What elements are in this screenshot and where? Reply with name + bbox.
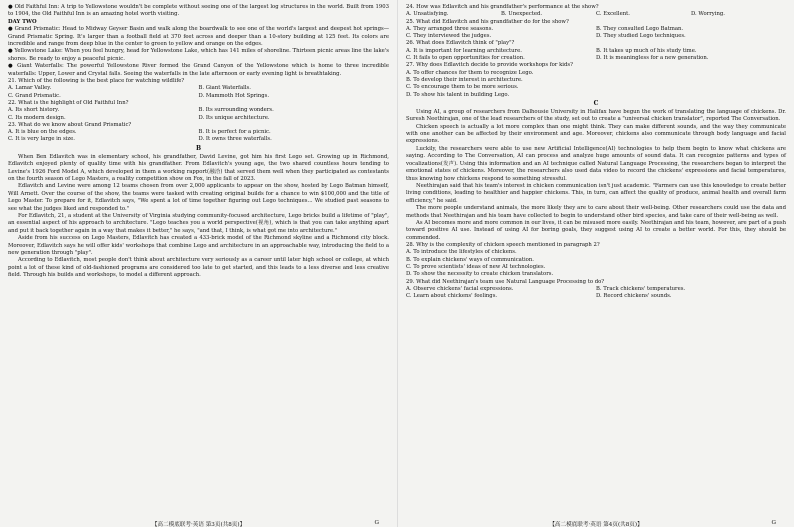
option: C. Excellent. — [596, 11, 630, 18]
passage-c-paragraph: Chicken speech is actually a lot more complex than one might think. They can make different sounds, and the way they communicate with one another can be affected by their environment and age. Moreover, chickens also communicate through body language and facial expressions. — [406, 123, 786, 145]
question-24-options — [406, 11, 786, 18]
question-23-options — [8, 129, 389, 144]
giant-waterfalls-paragraph: ● Giant Waterfalls: The powerful Yellowstone River formed the Grand Canyon of the Yellowstone which is home to three incredible waterfalls: Upper, Lower and Crystal falls. Seeing the waterfalls in the late afternoon or early evening light is breathtaking. — [8, 63, 389, 77]
option: C. It is very large in size. — [8, 136, 75, 143]
option: A. It is important for learning architecture. — [406, 47, 522, 54]
question-27-options — [406, 70, 786, 99]
option: C. It fails to open opportunities for creation. — [406, 55, 525, 62]
yellowstone-lake-paragraph: ● Yellowstone Lake: When you feel hungry, head for Yellowstone Lake, which has 141 miles of shoreline. Thirteen picnic areas line the lake's shores. Be ready to enjoy a peaceful picnic. — [8, 48, 389, 62]
question-25-options — [406, 26, 786, 41]
question-28: 28. Why is the complexity of chicken speech mentioned in paragraph 2? — [406, 242, 600, 249]
option: C. To prove scientists' ideas of new AI technologies. — [406, 264, 546, 271]
option: A. To introduce the lifestyles of chickens. — [406, 249, 517, 256]
option: C. To encourage them to be more serious. — [406, 84, 519, 91]
question-26-options — [406, 48, 786, 63]
option: B. They consulted Lego Batman. — [596, 25, 684, 32]
question-23: 23. What do we know about Grand Prismatic? — [8, 121, 132, 128]
option: C. Grand Prismatic. — [8, 92, 61, 99]
passage-b-paragraph: Edlavitch and Levine were among 12 teams chosen from over 2,000 applicants to appear on the show, hosted by Lego Batman himself, Will Arnett. Over the course of the show, the teams were tasked with creating original builds for a chance to win $100,000 and the title of Lego Master. To prepare for it, Edlavitch says, "We spent a lot of time together figuring out Lego techniques... We studied past seasons to see what the judges liked and responded to." — [8, 183, 389, 212]
question-22-options — [8, 107, 389, 122]
option: D. They studied Lego techniques. — [596, 33, 686, 40]
option: A. To offer chances for them to recognize Lego. — [406, 69, 534, 76]
passage-c-paragraph: Using AI, a group of researchers from Dalhousie University in Halifax have begun the work of translating the language of chickens. Dr. Suresh Neethirajan, one of the lead researchers of the study, set out to create a "universal chicken translator", reported The Conversation. — [406, 108, 786, 123]
question-27: 27. Why does Edlavitch decide to provide workshops for kids? — [406, 62, 573, 69]
question-26: 26. What does Edlavitch think of "play"? — [406, 40, 515, 47]
option: C. Its modern design. — [8, 114, 66, 121]
question-29-options — [406, 286, 786, 301]
question-24: 24. How was Edlavitch and his grandfather's performance at the show? — [406, 4, 599, 10]
option: A. It is blue on the edges. — [8, 129, 77, 136]
option: C. They interviewed the judges. — [406, 33, 492, 40]
option: B. Track chickens' temperatures. — [596, 285, 686, 292]
day-two-heading: DAY TWO — [8, 18, 37, 25]
footer-label: 【高二模底联考·英语 第3页(共8页)】 — [151, 522, 246, 527]
grand-prismatic-paragraph: ● Grand Prismatic: Head to Midway Geyser Basin and walk along the boardwalk to see one of the world's largest and deepest hot springs—Grand Prismatic Spring. It's larger than a football field at 370 feet across and deeper than a 10-story building at 125 feet. Its colors are incredible and range from deep blue in the center to green to yellow and orange on the edges. — [8, 26, 389, 48]
option: D. To show his talent in building Lego. — [406, 91, 510, 98]
passage-c-paragraph: As AI becomes more and more common in our lives, it can be misused more easily. Neethirajan and his team, however, are part of a push toward positive AI use. Instead of using AI for boring goals, they suggest using AI to create a better world. For this, they should be commended. — [406, 219, 786, 241]
option: B. Its surrounding wonders. — [198, 107, 274, 114]
passage-b-paragraph: Aside from his success on Lego Masters, Edlavitch has created a 433-brick model of the Richmond skyline and a Richmond city block. Moreover, Edlavitch says he will offer kids' workshops that combine Lego and architecture in an approachable way, introducing the field to a new generation through "play". — [8, 235, 389, 257]
option: A. Its short history. — [8, 107, 60, 114]
option: B. It is perfect for a picnic. — [198, 129, 271, 136]
option: A. Unsatisfying. — [406, 11, 449, 18]
question-22: 22. What is the highlight of Old Faithful Inn? — [8, 99, 129, 106]
footer-version: G — [374, 520, 379, 526]
option: A. They arranged three seasons. — [406, 25, 494, 32]
passage-b-paragraph: According to Edlavitch, most people don't think about architecture very seriously as a career until later high school or college, at which point a lot of these kind of old-fashioned programs are considered too late to get started, and this leads to a less diverse and less creative field. Through his builds and workshops, to model a different approach. — [8, 257, 389, 279]
page-4 — [397, 0, 794, 527]
option: B. To develop their interest in architecture. — [406, 76, 523, 83]
old-faithful-inn-paragraph: ● Old Faithful Inn: A trip to Yellowstone wouldn't be complete without seeing one of the largest log structures in the world. Built from 1903 to 1904, the Old Faithful Inn is an amazing hotel worth visiting. — [8, 4, 389, 18]
option: B. Giant Waterfalls. — [198, 85, 251, 92]
passage-b-paragraph: For Edlavitch, 21, a student at the University of Virginia studying community-focused architecture, Lego bricks build a lifetime of "play", an essential aspect of his approach to architecture. "Lego teaches you a world perspective(视角), which is that you can take anything apart and put it back together again in a way that makes it better," he says, "and that, I think, is what got me into architecture." — [8, 212, 389, 234]
passage-c-paragraph: Neethirajan said that his team's interest in chicken communication isn't just academic. "Farmers can use this knowledge to create better living conditions, leading to healthier and happier chickens. This, in turn, can affect the quality of produce, animal health and overall farm efficiency," he said. — [406, 182, 786, 204]
option: D. It owns three waterfalls. — [198, 136, 272, 143]
option: B. It takes up much of his study time. — [596, 47, 697, 54]
option: D. To show the necessity to create chicken translators. — [406, 271, 554, 278]
option: D. Mammoth Hot Springs. — [198, 92, 270, 99]
option: C. Learn about chickens' feelings. — [406, 293, 498, 300]
option: A. Observe chickens' facial expressions. — [406, 285, 514, 292]
passage-c-paragraph: Luckily, the researchers were able to use new Artificial Intelligence(AI) technologies to help them begin to know what chickens are saying. According to The Conversation, AI can process and analyze huge amounts of sound data. It can recognize patterns and types of vocalizations(发声). Using this information and an AI technique called Natural Language Processing, the researchers began to interpret the emotional states of chickens. Moreover, the researchers also used data video to record the chickens' expressions and facial temperatures, thus knowing how chickens respond to something stressful. — [406, 145, 786, 182]
option: B. Unexpected. — [501, 11, 543, 18]
question-21: 21. Which of the following is the best place for watching wildlife? — [8, 78, 185, 85]
option: B. To explain chickens' ways of communication. — [406, 256, 534, 263]
option: D. Record chickens' sounds. — [596, 293, 672, 300]
passage-b-paragraph: When Ben Edlavitch was in elementary school, his grandfather, David Levine, got him his first Lego set. Growing up in Richmond, Edlavitch enjoyed plenty of quality time with his grandfather. From Edlavitch's young age, the two shared countless hours tending to Levine's 1926 Ford Model A, which developed in them a working rapport(融洽) that served them well when they participated as contestants on the fourth season of Lego Masters, a reality competition show on Fox, in the fall of 2023. — [8, 153, 389, 182]
option: D. It is meaningless for a new generation. — [596, 55, 709, 62]
footer-label: 【高二模底联考·英语 第4页(共8页)】 — [549, 522, 643, 527]
question-29: 29. What did Neethirajan's team use Natural Language Processing to do? — [406, 278, 605, 285]
question-21-options — [8, 85, 389, 100]
section-b-heading: B — [195, 144, 202, 152]
question-25: 25. What did Edlavitch and his grandfather do for the show? — [406, 18, 569, 25]
option: D. Worrying. — [691, 11, 725, 18]
option: D. Its unique architecture. — [198, 114, 270, 121]
option: A. Lamar Valley. — [8, 85, 52, 92]
section-c-heading: C — [593, 99, 599, 107]
passage-c-paragraph: The more people understand animals, the more likely they are to care about their well-being. Other researchers could use the data and methods that Neethirajan and his team have collected to begin to understand other bird species, and take care of their well-being as well. — [406, 205, 786, 219]
footer-version: G — [771, 520, 776, 526]
question-28-options — [406, 249, 786, 278]
